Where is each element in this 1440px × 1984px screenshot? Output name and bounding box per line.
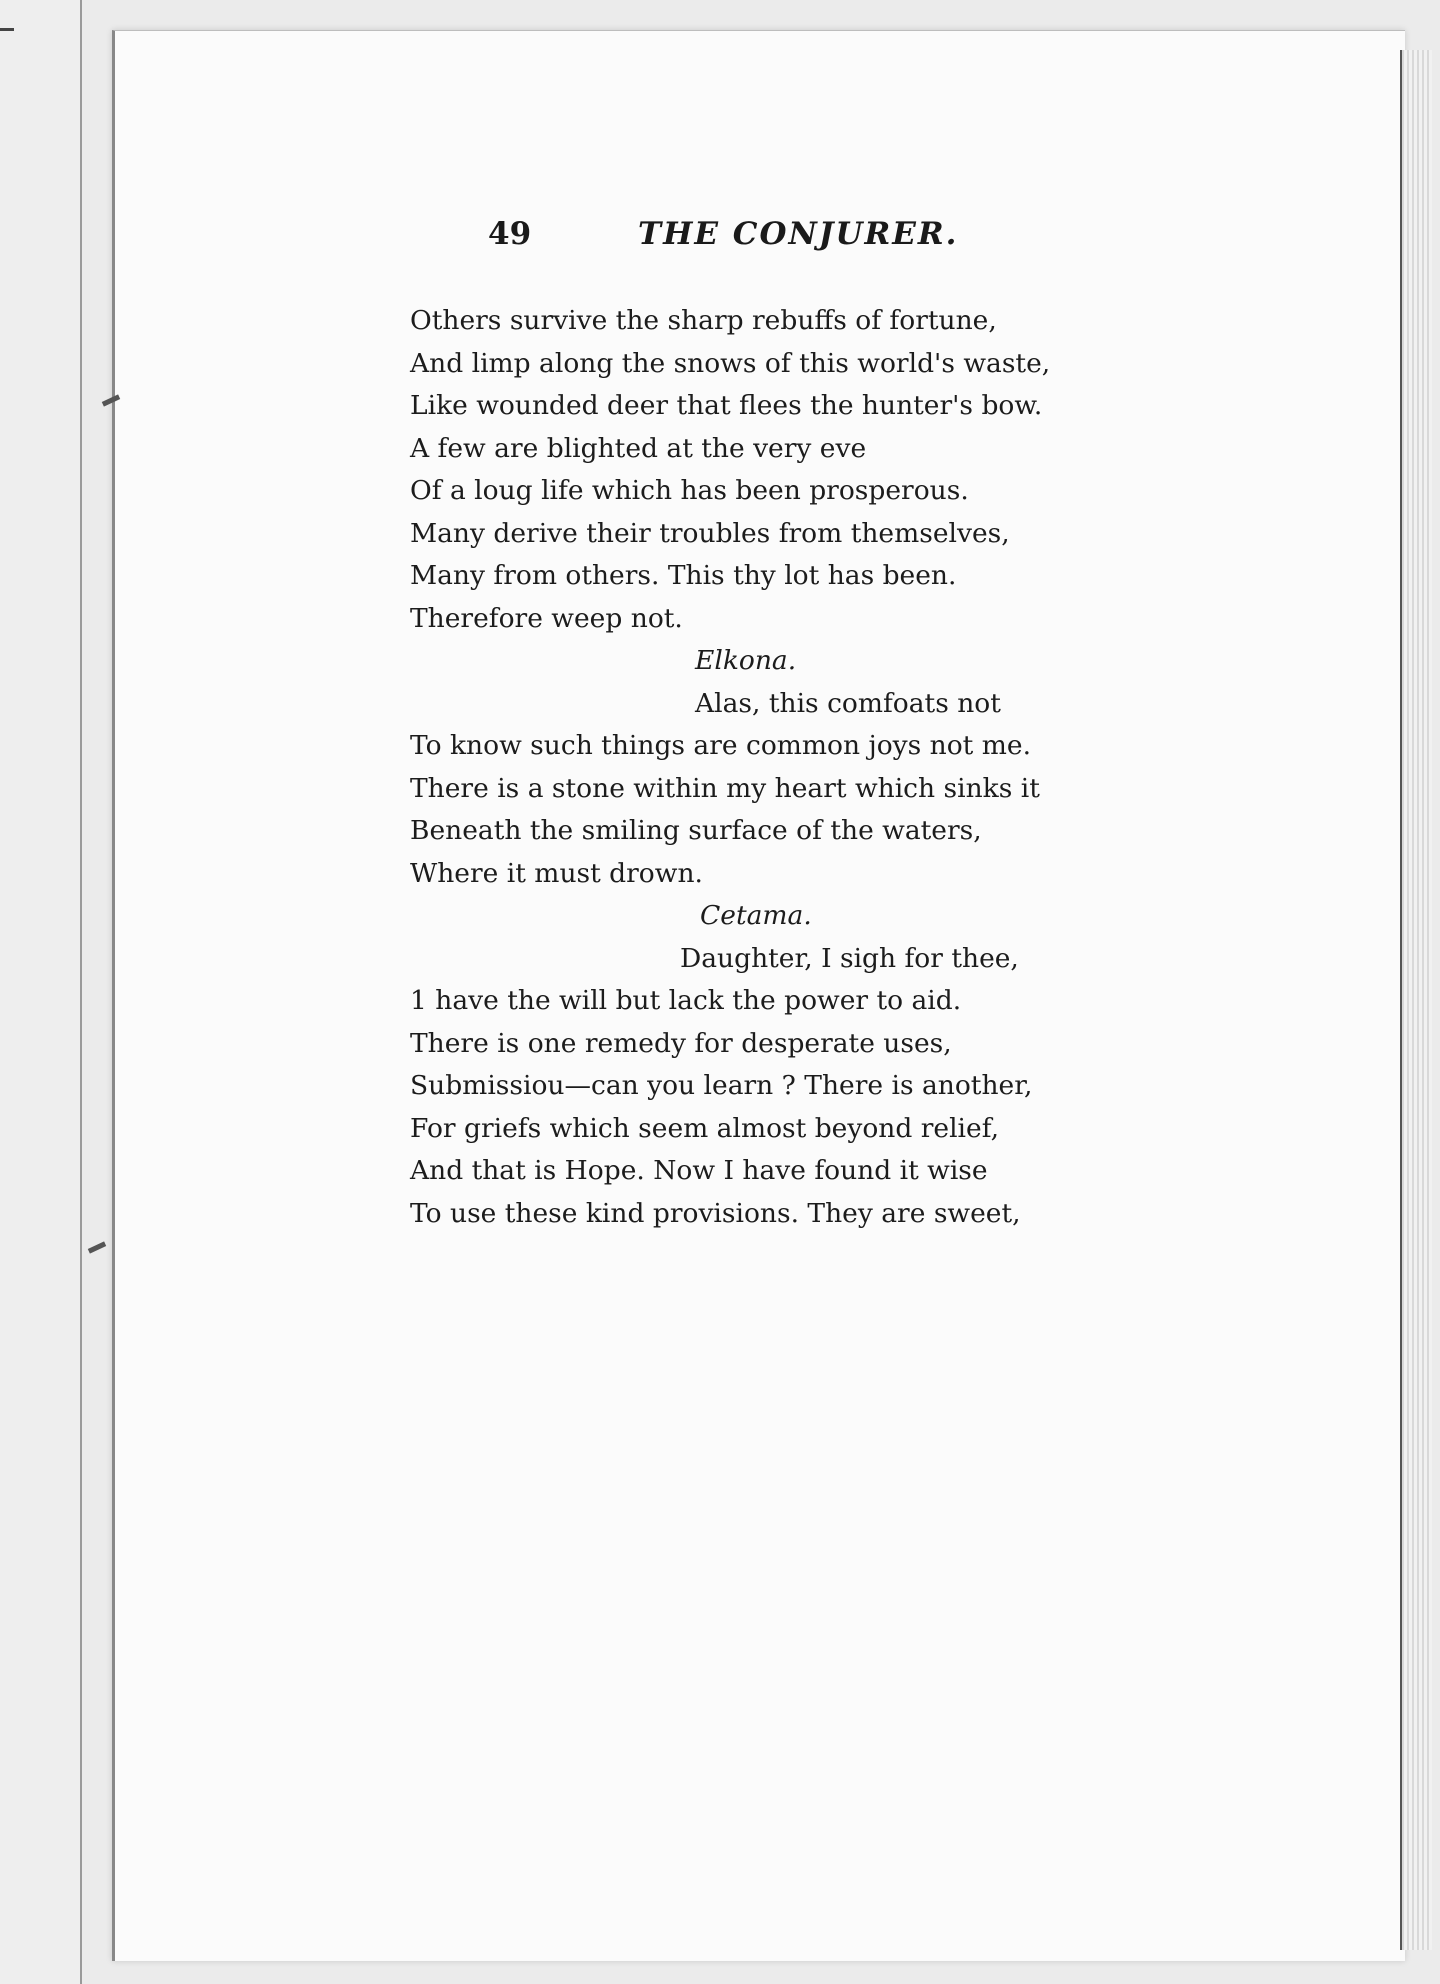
page-header	[488, 216, 1108, 262]
previous-page-edge	[0, 0, 82, 1984]
poem-line: For griefs which seem almost beyond relief,	[410, 1112, 1000, 1144]
speaker-name: Cetama.	[700, 900, 812, 931]
poem-line: Beneath the smiling surface of the waters,	[410, 815, 982, 846]
poem-line: Others survive the sharp rebuffs of fortune,	[410, 305, 997, 336]
poem-line: A few are blighted at the very eve	[410, 432, 867, 464]
poem-line: Many from others. This thy lot has been.	[410, 560, 957, 591]
poem-line: 1 have the will but lack the power to aid.	[410, 985, 962, 1016]
page-number: 49	[488, 216, 532, 252]
poem-line: Alas, this comfoats not	[695, 687, 1001, 719]
poem-line: Submissiou—can you learn ? There is another,	[410, 1070, 1033, 1101]
poem-line: Of a loug life which has been prosperous.	[410, 475, 969, 506]
poem-line: Where it must drown.	[410, 857, 703, 889]
poem-line: There is one remedy for desperate uses,	[410, 1027, 952, 1059]
speaker-name: Elkona.	[695, 645, 797, 676]
poem-line: To use these kind provisions. They are sweet,	[410, 1197, 1021, 1229]
poem-line: And that is Hope. Now I have found it wise	[410, 1155, 988, 1186]
poem-line: There is a stone within my heart which sinks it	[410, 772, 1040, 804]
poem-line: And limp along the snows of this world's waste,	[410, 347, 1051, 379]
poem-line: Daughter, I sigh for thee,	[680, 942, 1019, 974]
poem-line: Many derive their troubles from themselves,	[410, 517, 1010, 549]
page-stack-edges	[1400, 50, 1432, 1950]
running-head: THE CONJURER.	[638, 216, 959, 252]
poem-line: To know such things are common joys not me.	[410, 730, 1031, 761]
page-edge-mark	[0, 28, 14, 31]
poem-line: Like wounded deer that flees the hunter's bow.	[410, 390, 1043, 421]
poem-text	[410, 300, 1130, 1235]
poem-line: Therefore weep not.	[410, 602, 683, 634]
